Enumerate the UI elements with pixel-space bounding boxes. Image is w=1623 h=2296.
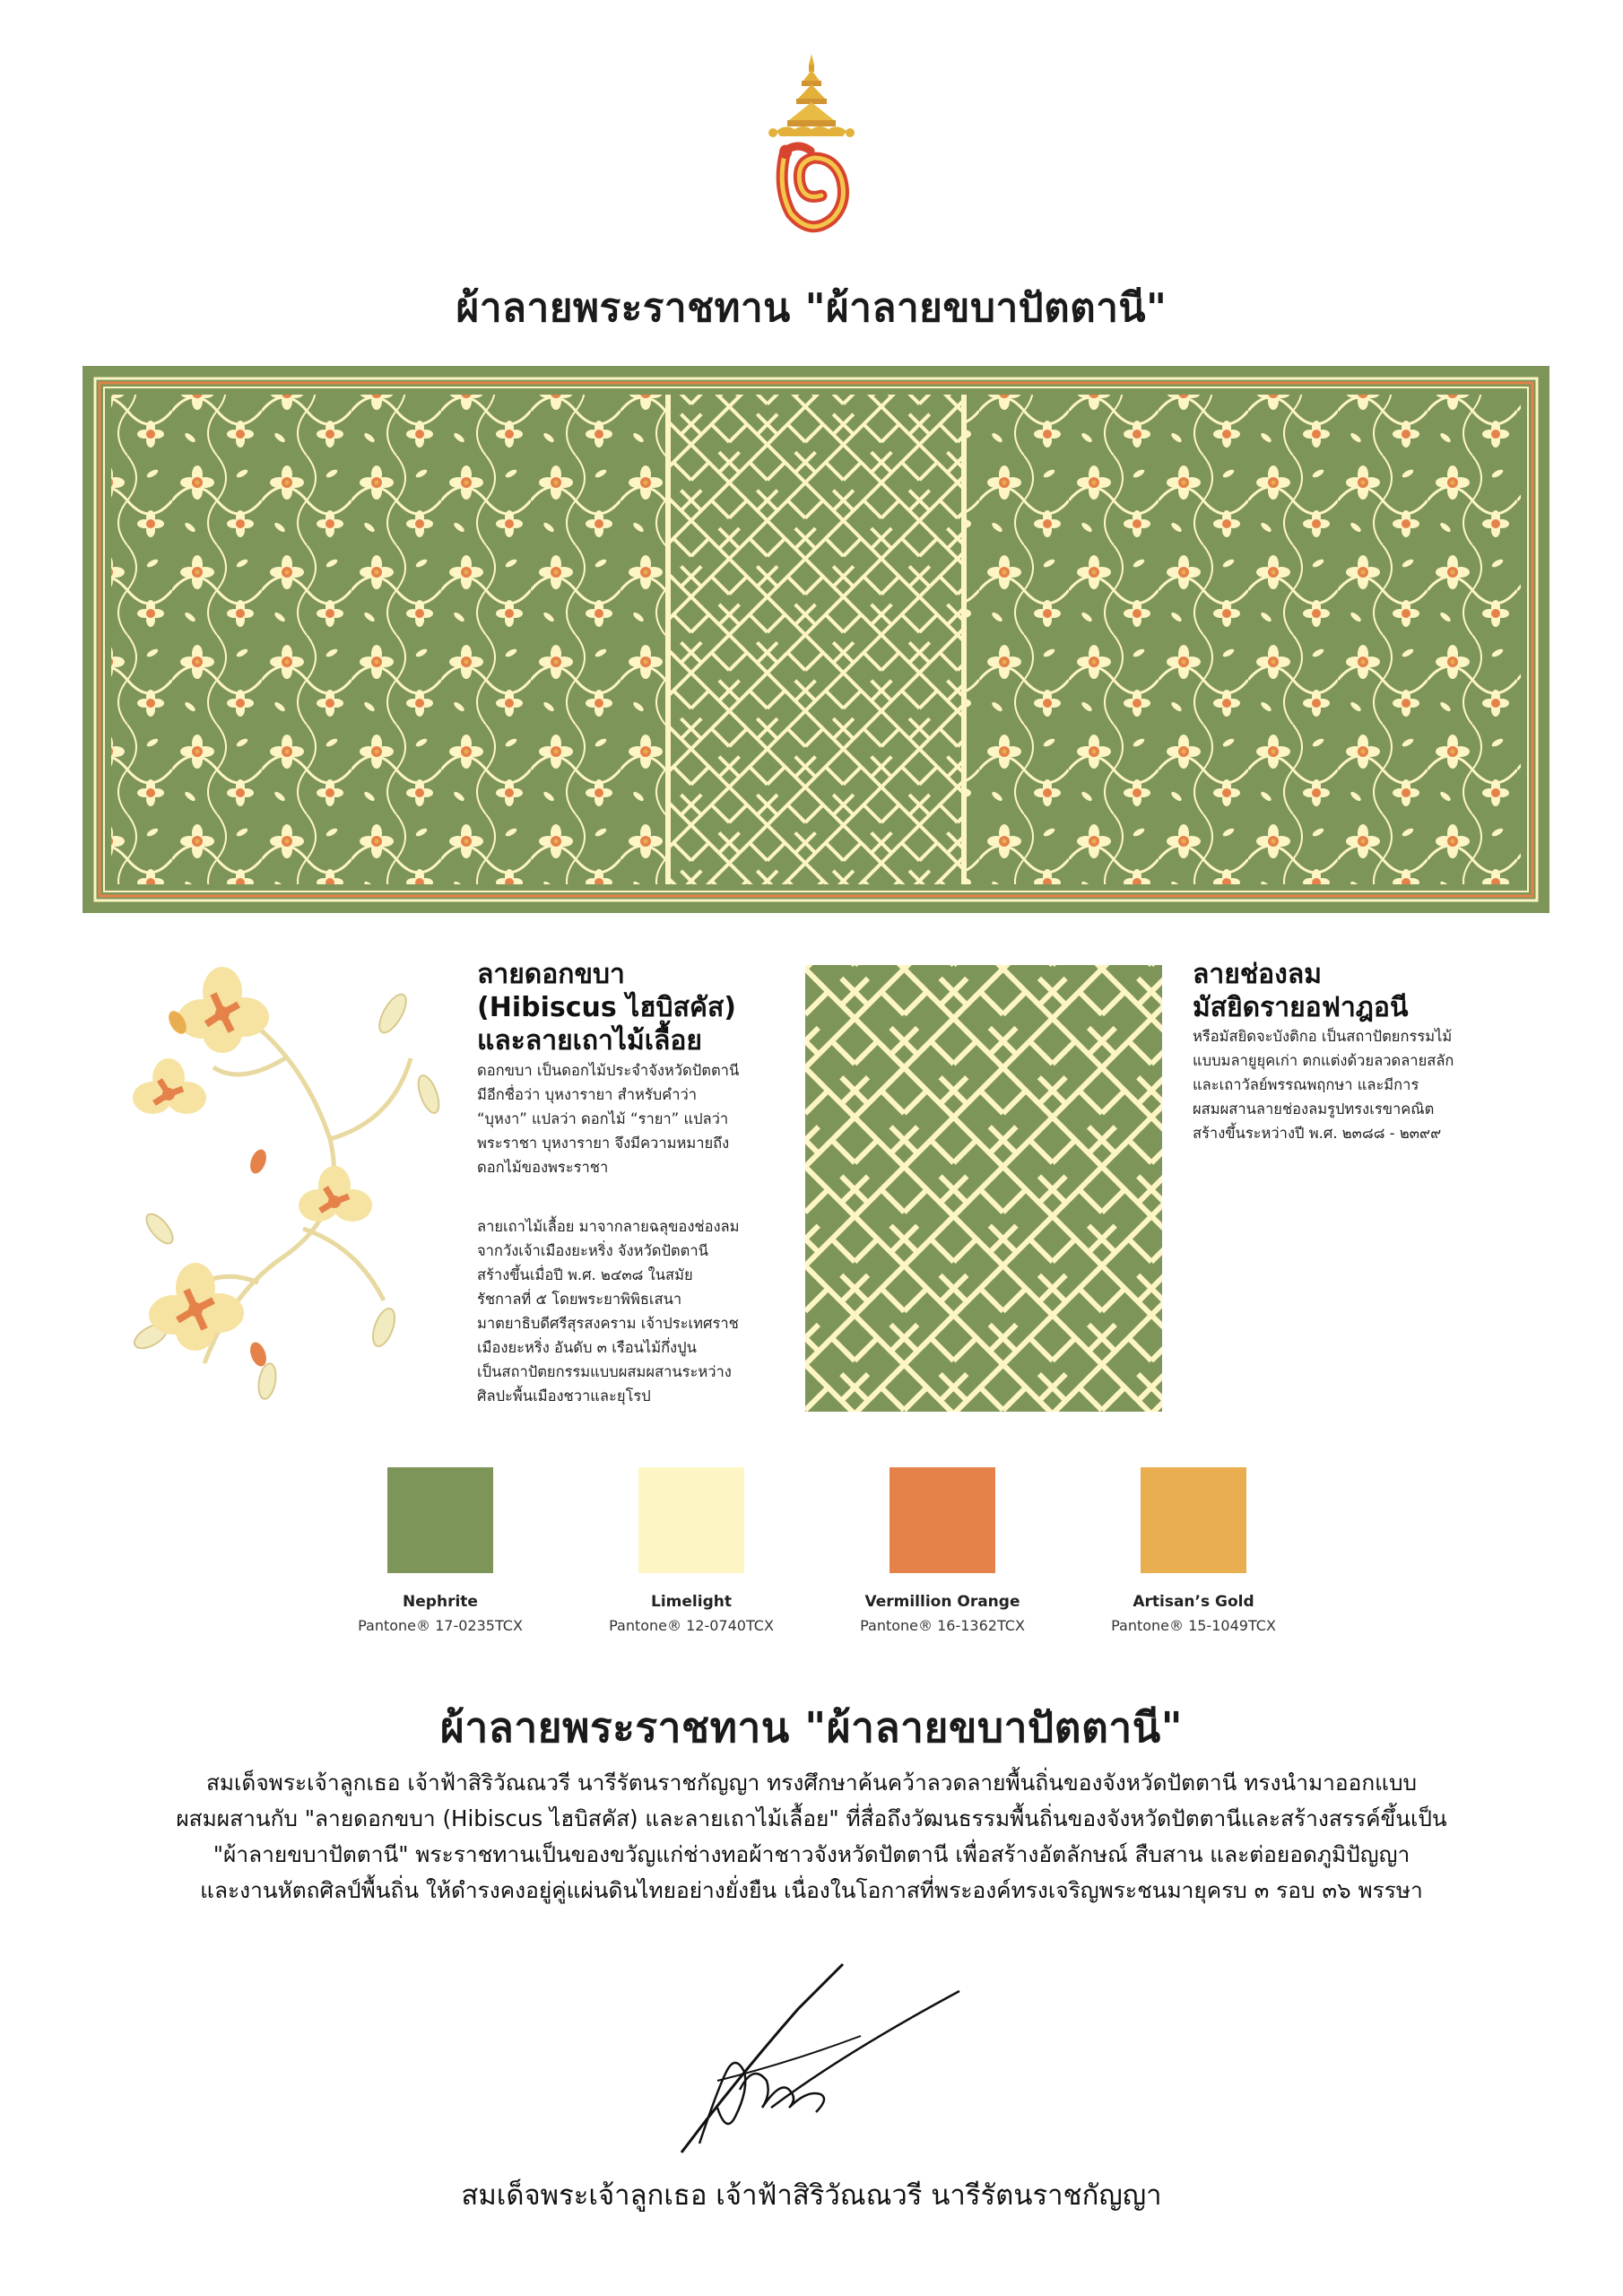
text-line: แบบมลายูยุคเก่า ตกแต่งด้วยลวดลายสลัก [1193, 1052, 1454, 1069]
text-line: หรือมัสยิดจะบังติกอ เป็นสถาปัตยกรรมไม้ [1193, 1028, 1453, 1045]
text-line: เป็นสถาปัตยกรรมแบบผสมผสานระหว่าง [477, 1363, 732, 1380]
hibiscus-title-line3: และลายเถาไม้เลื้อย [477, 1025, 703, 1057]
swatch-limelight [638, 1467, 744, 1573]
text-line: มาตยาธิบดีศรีสุรสงคราม เจ้าประเทศราช [477, 1315, 739, 1332]
lattice-title-line2: มัสยิดรายอฟาฎอนี [1193, 992, 1409, 1023]
swatch-code: Pantone® 12-0740TCX [609, 1617, 774, 1634]
swatch-name: Limelight [651, 1593, 732, 1611]
text-line: “บุหงา” แปลว่า ดอกไม้ “รายา” แปลว่า [477, 1110, 729, 1127]
hibiscus-title-line2: (Hibiscus ไฮบิสคัส) [477, 992, 736, 1023]
text-line: สมเด็จพระเจ้าลูกเธอ เจ้าฟ้าสิริวัณณวรี นารีรัตนราชกัญญา ทรงศึกษาค้นคว้าลวดลายพื้นถิ่นของจังหวัดปัตตานี ทรงนำมาออกแบบ [205, 1770, 1418, 1796]
swatch-code: Pantone® 17-0235TCX [358, 1617, 523, 1634]
hibiscus-paragraph-2 [477, 1214, 782, 1408]
signer-name: สมเด็จพระเจ้าลูกเธอ เจ้าฟ้าสิริวัณณวรี นารีรัตนราชกัญญา [461, 2179, 1162, 2212]
lattice-section-title [1193, 958, 1533, 1024]
swatch-code: Pantone® 16-1362TCX [860, 1617, 1025, 1634]
text-line: พระราชา บุหงารายา จึงมีความหมายถึง [477, 1135, 730, 1152]
swatch-artisans-gold [1141, 1467, 1246, 1573]
text-line: ผสมผสานลายช่องลมรูปทรงเรขาคณิต [1193, 1100, 1435, 1118]
hibiscus-section-title [477, 958, 782, 1057]
royal-cipher-emblem-icon [759, 52, 864, 240]
text-line: ศิลปะพื้นเมืองชวาและยุโรป [477, 1387, 651, 1405]
text-line: "ผ้าลายขบาปัตตานี" พระราชทานเป็นของขวัญแก่ช่างทอผ้าชาวจังหวัดปัตตานี เพื่อสร้างอัตลักษณ์ สืบสาน และต่อยอดภูมิปัญญา [213, 1841, 1410, 1867]
text-line: สร้างขึ้นเมื่อปี พ.ศ. ๒๔๓๘ ในสมัย [477, 1266, 693, 1283]
cloth-pattern-image [82, 366, 1549, 913]
swatch-name: Vermillion Orange [864, 1593, 1020, 1611]
lattice-paragraph [1193, 1024, 1533, 1145]
text-line: ผสมผสานกับ "ลายดอกขบา (Hibiscus ไฮบิสคัส) และลายเถาไม้เลื้อย" ที่สื่อถึงวัฒนธรรมพื้นถิ่นของจังหวัดปัตตานีและสร้างสรรค์ขึ้นเป็น [176, 1805, 1447, 1831]
swatch-vermillion-orange [890, 1467, 995, 1573]
hibiscus-paragraph-1 [477, 1058, 782, 1179]
text-line: และเถาวัลย์พรรณพฤกษา และมีการ [1193, 1076, 1419, 1093]
text-line: และงานหัตถศิลป์พื้นถิ่น ให้ดำรงคงอยู่คู่แผ่นดินไทยอย่างยั่งยืน เนื่องในโอกาสที่พระองค์ทรงเจริญพระชนมายุครบ ๓ รอบ ๓๖ พรรษา [200, 1877, 1423, 1903]
swatch-name: Nephrite [403, 1593, 478, 1611]
lattice-pattern-sample [805, 965, 1162, 1412]
page-title: ผ้าลายพระราชทาน "ผ้าลายขบาปัตตานี" [456, 285, 1167, 331]
royal-signature-icon [664, 1955, 986, 2161]
text-line: รัชกาลที่ ๕ โดยพระยาพิพิธเสนา [477, 1291, 682, 1308]
footer-body [108, 1765, 1515, 1909]
lattice-title-line1: ลายช่องลม [1193, 959, 1322, 990]
swatch-code: Pantone® 15-1049TCX [1111, 1617, 1276, 1634]
swatch-nephrite [387, 1467, 493, 1573]
hibiscus-title-line1: ลายดอกขบา [477, 959, 625, 990]
text-line: มีอีกชื่อว่า บุหงารายา สำหรับคำว่า [477, 1086, 698, 1103]
swatch-name: Artisan’s Gold [1133, 1593, 1254, 1611]
text-line: เมืองยะหริ่ง อันดับ ๓ เรือนไม้กึ่งปูน [477, 1339, 697, 1356]
text-line: จากวังเจ้าเมืองยะหริ่ง จังหวัดปัตตานี [477, 1242, 708, 1259]
hibiscus-motif-illustration [124, 960, 466, 1405]
text-line: ดอกไม้ของพระราชา [477, 1159, 609, 1176]
text-line: สร้างขึ้นระหว่างปี พ.ศ. ๒๓๘๘ - ๒๓๙๙ [1193, 1125, 1442, 1142]
footer-title: ผ้าลายพระราชทาน "ผ้าลายขบาปัตตานี" [439, 1703, 1184, 1752]
text-line: ดอกขบา เป็นดอกไม้ประจำจังหวัดปัตตานี [477, 1062, 740, 1079]
text-line: ลายเถาไม้เลื้อย มาจากลายฉลุของช่องลม [477, 1218, 740, 1235]
